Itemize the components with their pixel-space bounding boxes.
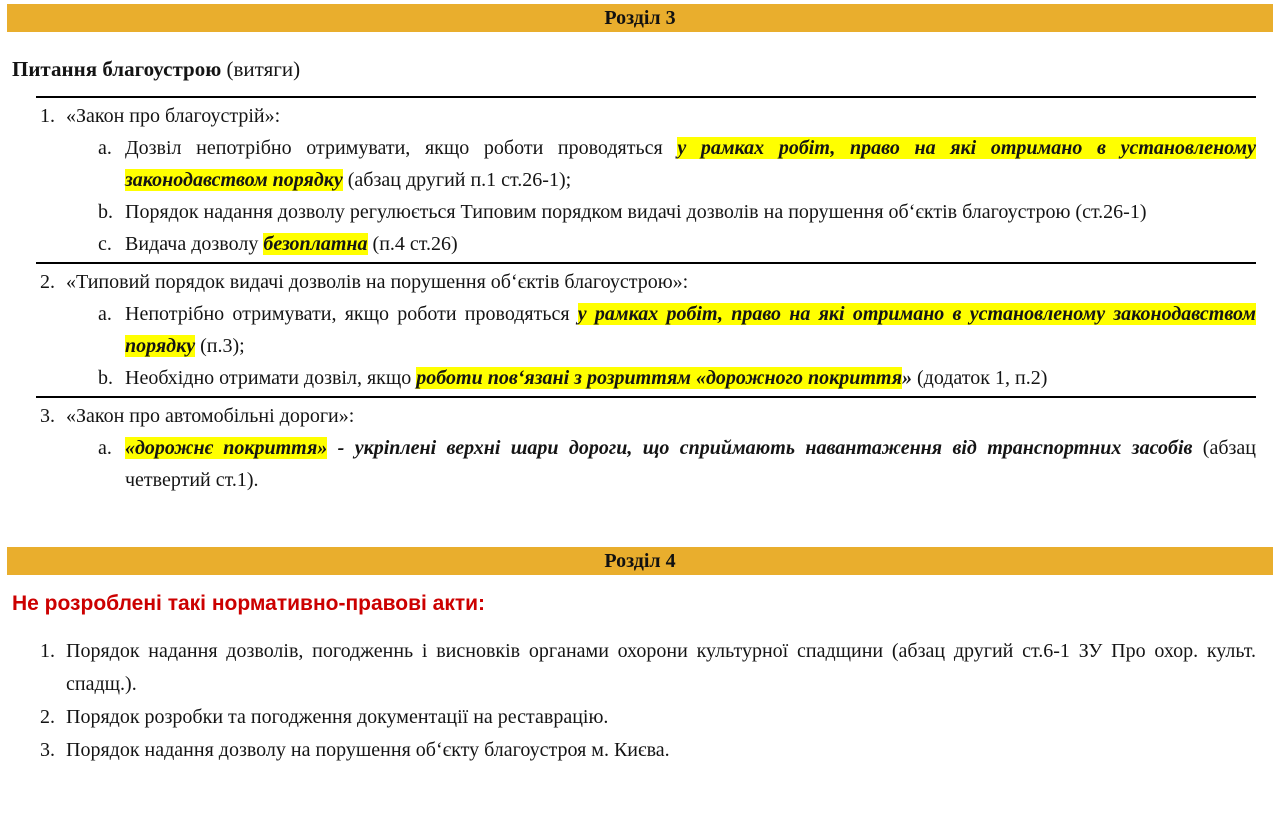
highlighted-text: роботи пов‘язані з розриттям «дорожного покриття [416, 367, 902, 389]
list-letter: b. [98, 201, 113, 223]
page-subtitle-normal: (витяги) [221, 57, 301, 81]
text-run: Порядок надання дозволу регулюється Типовим порядком видачі дозволів на порушення об‘єктів благоустрою (ст.26-1) [125, 201, 1147, 223]
list-number: 1. [40, 105, 55, 127]
list-item-title [36, 266, 1256, 298]
list-number: 2. [40, 271, 55, 293]
section3-item [36, 396, 1256, 498]
section4-item [40, 635, 1256, 701]
list-item-title [36, 100, 1256, 132]
list-title-text: «Закон про благоустрій»: [66, 105, 281, 127]
list-subitem [36, 228, 1256, 260]
list-item-text: Порядок надання дозволу на порушення об‘єкту благоустроя м. Києва. [66, 739, 670, 761]
text-run: Дозвіл непотрібно отримувати, якщо роботи проводяться [125, 137, 678, 159]
list-item-title [36, 400, 1256, 432]
section4-header-bar [7, 547, 1273, 575]
text-run: (абзац другий п.1 ст.26-1); [342, 169, 572, 191]
section4-red-heading: Не розроблені такі нормативно-правові акти: [12, 592, 486, 615]
list-subitem [36, 362, 1256, 394]
page-subtitle [12, 55, 1256, 83]
list-letter: a. [98, 437, 112, 459]
highlighted-text: безоплатна [263, 233, 368, 255]
highlighted-text: «дорожнє покриття» [125, 437, 328, 459]
section3-header-bar [7, 4, 1273, 32]
list-number: 2. [40, 706, 55, 728]
section3-list [36, 96, 1256, 498]
list-subitem [36, 196, 1256, 228]
section3-item [36, 96, 1256, 262]
list-letter: c. [98, 233, 112, 255]
section4-item [40, 701, 1256, 734]
text-run: - укріплені верхні шари дороги, що сприймають навантаження від транспортних засобів [327, 437, 1193, 459]
list-title-text: «Типовий порядок видачі дозволів на порушення об‘єктів благоустрою»: [66, 271, 689, 293]
section3-item [36, 262, 1256, 396]
list-letter: a. [98, 137, 112, 159]
page-subtitle-bold: Питання благоустрою [12, 57, 222, 81]
text-run: (п.4 ст.26) [367, 233, 458, 255]
text-run: (абзац четвертий ст.1). [125, 437, 1256, 491]
list-item-text: Порядок надання дозволів, погодженнь і висновків органами охорони культурної спадщини (абзац другий ст.6-1 ЗУ Про охор. культ. спадщ.). [66, 640, 1256, 695]
text-run: » [902, 367, 912, 389]
list-item-text: Порядок розробки та погодження документації на реставрацію. [66, 706, 609, 728]
section3-header-title: Розділ 3 [604, 6, 676, 29]
document-page [0, 4, 1280, 836]
section4-item [40, 734, 1256, 767]
list-letter: b. [98, 367, 113, 389]
list-subitem [36, 132, 1256, 196]
text-run: (додаток 1, п.2) [912, 367, 1048, 389]
list-subitem [36, 298, 1256, 362]
section4-list [40, 635, 1256, 767]
highlighted-text: у рамках робіт, право на які отримано в установленому законодавством порядку [125, 137, 1256, 191]
section4-header-title: Розділ 4 [604, 549, 676, 572]
list-number: 1. [40, 640, 55, 662]
text-run: (п.3); [195, 335, 245, 357]
list-subitem [36, 432, 1256, 496]
list-number: 3. [40, 405, 55, 427]
list-title-text: «Закон про автомобільні дороги»: [66, 405, 355, 427]
list-number: 3. [40, 739, 55, 761]
text-run: Необхідно отримати дозвіл, якщо [125, 367, 417, 389]
list-letter: a. [98, 303, 112, 325]
highlighted-text: у рамках робіт, право на які отримано в установленому законодавством порядку [125, 303, 1256, 357]
text-run: Непотрібно отримувати, якщо роботи проводяться [125, 303, 578, 325]
text-run: Видача дозволу [125, 233, 264, 255]
